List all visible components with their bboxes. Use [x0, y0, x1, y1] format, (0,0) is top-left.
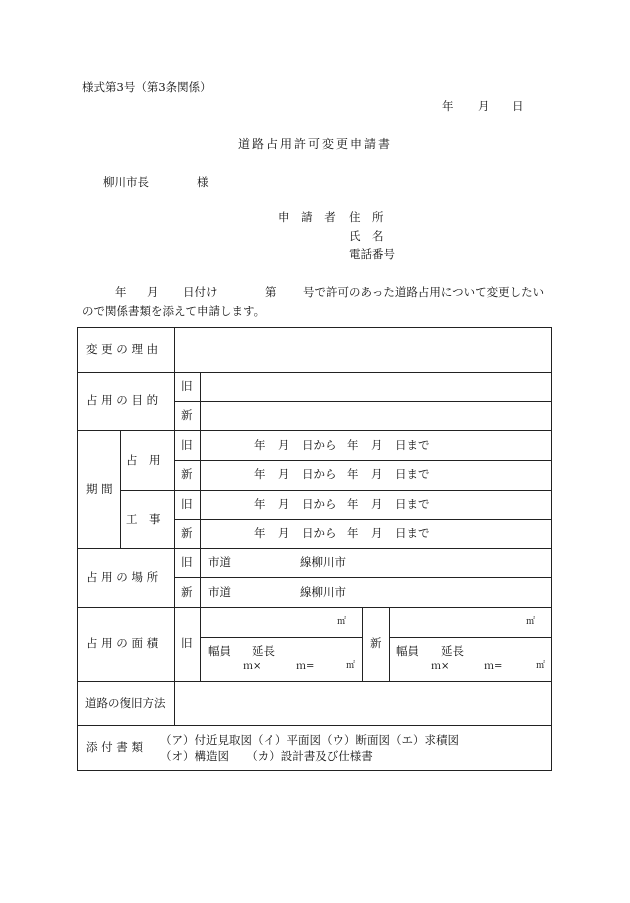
- area-old-mark: 旧: [181, 636, 193, 650]
- purpose-label: 占 用 の 目 的: [86, 393, 159, 407]
- row-divider: [77, 548, 552, 549]
- col-divider: [174, 327, 175, 725]
- applicant-label: 申 請 者: [278, 210, 340, 224]
- col-divider: [362, 607, 363, 681]
- place-new-mark: 新: [181, 585, 193, 599]
- place-old-city: 線柳川市: [300, 555, 346, 569]
- row-divider: [389, 637, 552, 638]
- period-old-mark: 旧: [181, 497, 193, 511]
- row-divider: [120, 490, 552, 491]
- period-new-mark: 新: [181, 467, 193, 481]
- body-month: 月: [147, 285, 159, 299]
- date-year: 年: [442, 99, 454, 113]
- reason-label: 変 更 の 理 由: [86, 342, 159, 356]
- body-dated: 日付け: [183, 285, 218, 299]
- form-page: 様式第3号（第3条関係） 年 月 日 道路占用許可変更申請書 柳川市長 様 申 請 者 住 所 氏 名 電話番号 年 月 日付け 第 号で許可のあった道路占用について変更したい ので関係書類を添えて申請します。 変 更 の 理 由 占 用 の 目 的 旧 新 期 間 占 用 工 事 旧 新 旧 新 年 月 日から 年 月 日まで 年 月 日から 年 月 日まで 年 月 日から 年 月 日まで 年 月 日から 年 月 日まで 占 用 の 場 所 旧 新 市道 線柳川市 市道 線柳川市 占 用 の 面 積 旧 新 ㎡ 幅員 延長 ｍ× ｍ= ㎡ ㎡ 幅員 延長 ｍ× ｍ= ㎡ 道路の復旧方法 添 付 書 類 （ア）付近見取図（イ）平面図（ウ）断面図（エ）求積図 （オ）構造図 （カ）設計書及び仕様書: [0, 0, 630, 903]
- place-new-road: 市道: [208, 585, 231, 599]
- honorific: 様: [197, 175, 209, 189]
- purpose-new: 新: [181, 408, 193, 422]
- attach-line-2: （オ）構造図 （カ）設計書及び仕様書: [160, 749, 373, 763]
- row-divider: [174, 460, 552, 461]
- period-label: 期 間: [86, 482, 113, 496]
- area-new-length-label: 延長: [441, 644, 464, 658]
- attach-label: 添 付 書 類: [86, 740, 143, 754]
- page-title: 道路占用許可変更申請書: [238, 137, 393, 151]
- row-divider: [77, 607, 552, 608]
- period-old-mark: 旧: [181, 438, 193, 452]
- row-divider: [77, 725, 552, 726]
- area-new-result-unit: ㎡: [536, 661, 546, 671]
- row-divider: [200, 637, 362, 638]
- table-border-left: [77, 327, 78, 771]
- row-divider: [174, 577, 552, 578]
- period-new-mark: 新: [181, 526, 193, 540]
- col-divider: [120, 430, 121, 548]
- col-divider: [200, 372, 201, 681]
- area-new-width-label: 幅員: [396, 644, 419, 658]
- col-divider: [389, 607, 390, 681]
- table-border-bottom: [77, 770, 552, 771]
- place-label: 占 用 の 場 所: [86, 570, 159, 584]
- area-old-unit: ㎡: [337, 617, 347, 627]
- row-divider: [77, 430, 552, 431]
- area-new-unit: ㎡: [526, 617, 536, 627]
- body-year: 年: [115, 285, 127, 299]
- attach-line-1: （ア）付近見取図（イ）平面図（ウ）断面図（エ）求積図: [160, 733, 459, 747]
- area-label: 占 用 の 面 積: [86, 636, 159, 650]
- table-border-top: [77, 327, 552, 328]
- construction-label: 工 事: [126, 512, 161, 526]
- date-month: 月: [478, 99, 490, 113]
- addressee: 柳川市長: [103, 175, 149, 189]
- area-old-result-unit: ㎡: [346, 661, 356, 671]
- area-old-equals: ｍ=: [296, 661, 315, 672]
- place-old-mark: 旧: [181, 555, 193, 569]
- table-border-right: [551, 327, 552, 771]
- area-old-width-label: 幅員: [208, 644, 231, 658]
- date-day: 日: [512, 99, 524, 113]
- row-divider: [77, 372, 552, 373]
- area-old-length-label: 延長: [252, 644, 275, 658]
- restore-label: 道路の復旧方法: [85, 696, 166, 710]
- area-old-times: ｍ×: [243, 661, 262, 672]
- occupancy-label: 占 用: [126, 453, 161, 467]
- area-new-equals: ｍ=: [484, 661, 503, 672]
- applicant-address-label: 住 所: [349, 210, 384, 224]
- applicant-phone-label: 電話番号: [349, 247, 395, 261]
- purpose-old: 旧: [181, 379, 193, 393]
- applicant-name-label: 氏 名: [349, 229, 384, 243]
- form-number: 様式第3号（第3条関係）: [82, 80, 212, 94]
- area-new-mark: 新: [370, 636, 382, 650]
- row-divider: [77, 681, 552, 682]
- place-new-city: 線柳川市: [300, 585, 346, 599]
- body-line2: ので関係書類を添えて申請します。: [82, 304, 266, 318]
- body-dai: 第: [265, 285, 277, 299]
- body-line1-rest: 号で許可のあった道路占用について変更したい: [303, 285, 545, 299]
- row-divider: [174, 401, 552, 402]
- area-new-times: ｍ×: [431, 661, 450, 672]
- place-old-road: 市道: [208, 555, 231, 569]
- row-divider: [174, 519, 552, 520]
